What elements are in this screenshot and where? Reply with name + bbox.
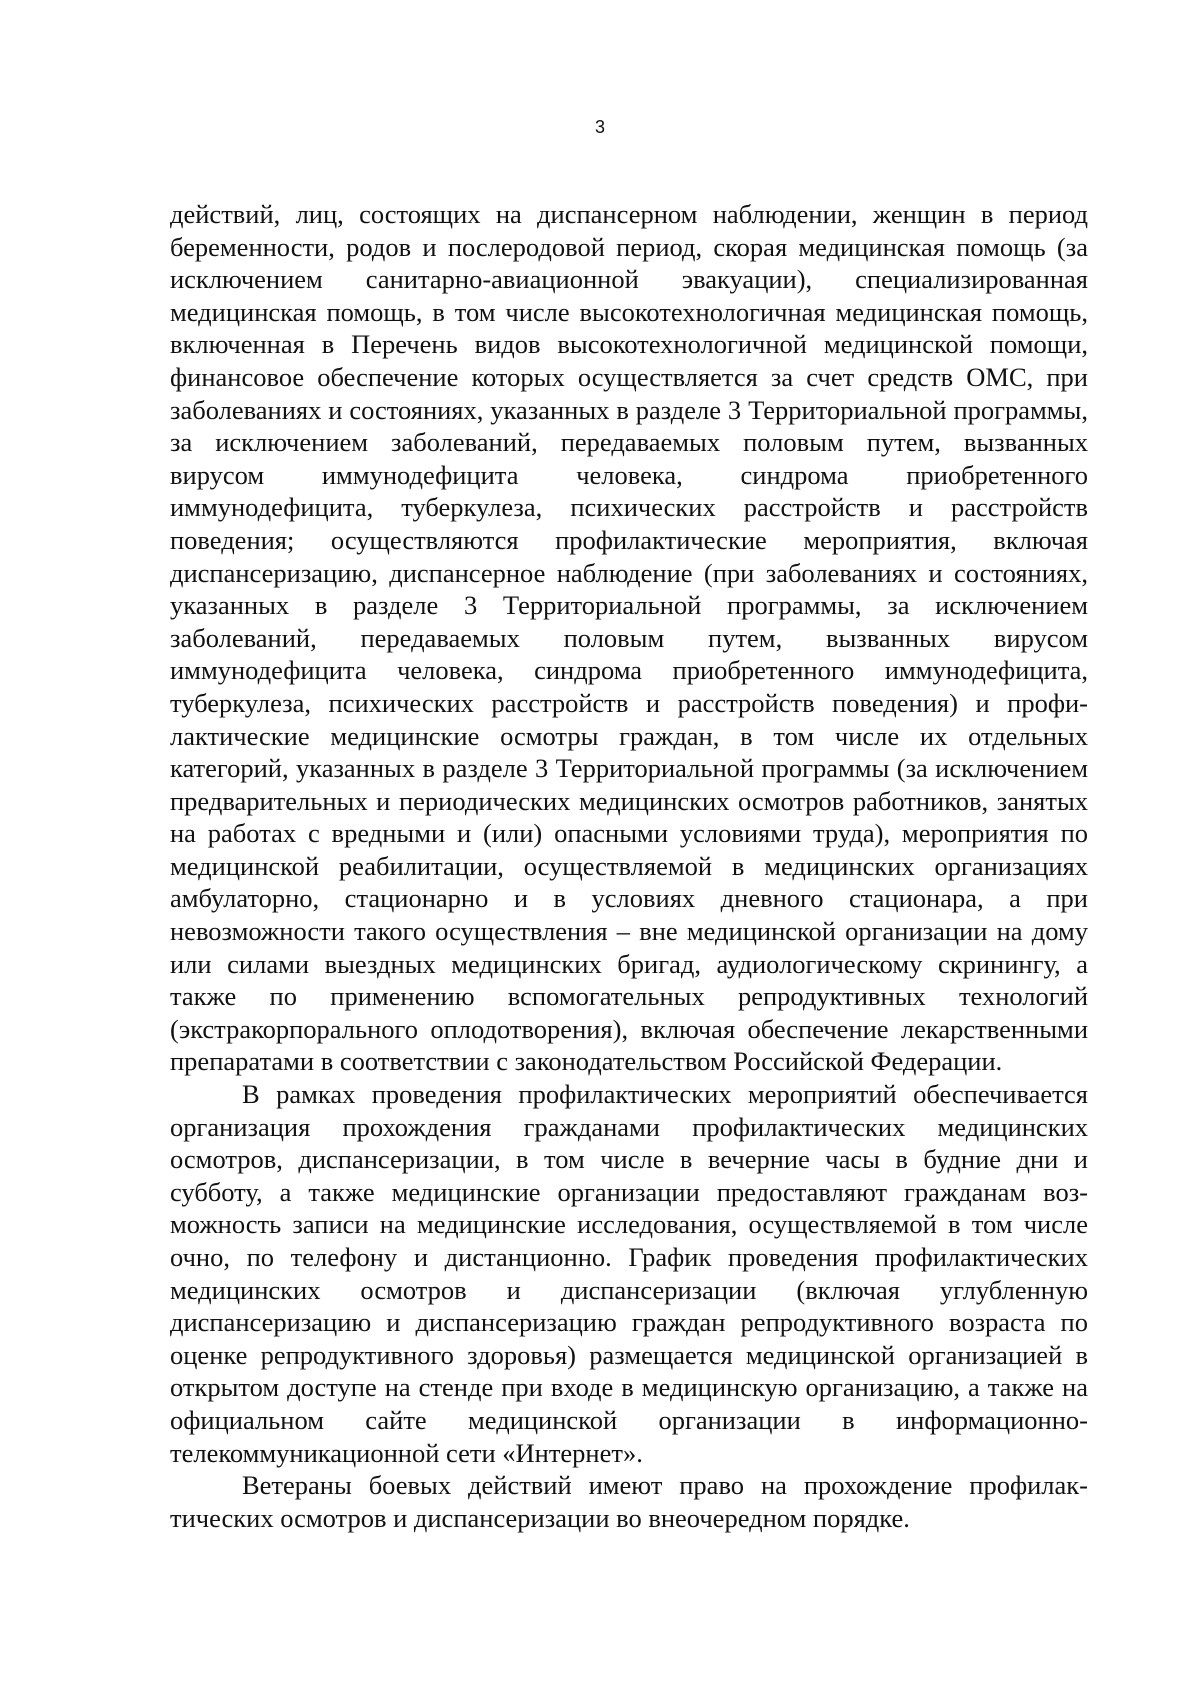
paragraph-continuation: действий, лиц, состоящих на диспансерном наблюдении, женщин в период беременности, родов и послеродовой период, скорая медицинская помощь (за исключением санитарно-авиационной эвакуации), специализированная медицинская помощь, в том числе высокотехнологичная медицинская помощь, включенная в Перечень видов высокотехнологичной медицинской помощи, финансовое обеспечение которых осуществляется за счет средств ОМС, при заболеваниях и состояниях, указанных в разделе 3 Территориальной программы, за исключением заболеваний, передаваемых половым путем, вызванных вирусом иммунодефицита человека, синдрома приобретенного иммунодефицита, туберкулеза, психических расстройств и расстройств поведения; осуществляются профилактические мероприятия, включая диспансеризацию, диспансерное наблюдение (при заболеваниях и состояниях, указанных в разделе 3 Территориальной программы, за исключением заболеваний, передаваемых половым путем, вызванных вирусом иммунодефицита человека, синдрома приобретенного иммунодефицита, туберкулеза, психических расстройств и расстройств поведения) и профилактические медицинские осмотры граждан, в том числе их отдельных категорий, указанных в разделе 3 Территориальной программы (за исключением предварительных и периодических медицинских осмотров работников, занятых на работах с вредными и (или) опасными условиями труда), мероприятия по медицинской реабилитации, осуществляемой в медицинских организациях амбулаторно, стационарно и в условиях дневного стационара, а при невозможности такого осуществления – вне медицинской организации на дому или силами выездных медицинских бригад, аудиологическому скринингу, а также по применению вспомогательных репродуктивных технологий (экстракорпорального оплодотворения), включая обеспечение лекарственными препаратами в соответствии с законодательством Российской Федерации. (170, 199, 1088, 1077)
page-number: 3 (594, 117, 605, 137)
paragraph-combat-veterans: Ветераны боевых действий имеют право на прохождение профилактических осмотров и диспансеризации во внеочередном порядке. (170, 1470, 1088, 1533)
paragraph-preventive-measures: В рамках проведения профилактических мероприятий обеспечивается организация прохождения гражданами профилактических медицинских осмотров, диспансеризации, в том числе в вечерние часы в будние дни и субботу, а также медицинские организации предоставляют гражданам возможность записи на медицинские исследования, осуществляемой в том числе очно, по телефону и дистанционно. График проведения профилактических медицинских осмотров и диспансеризации (включая углубленную диспансеризацию и диспансеризацию граждан репродуктивного возраста по оценке репродуктивного здоровья) размещается медицинской организацией в открытом доступе на стенде при входе в медицинскую организацию, а также на официальном сайте медицинской организации в информационно-телекоммуникационной сети «Интернет». (170, 1079, 1088, 1468)
document-body (170, 198, 1088, 1534)
